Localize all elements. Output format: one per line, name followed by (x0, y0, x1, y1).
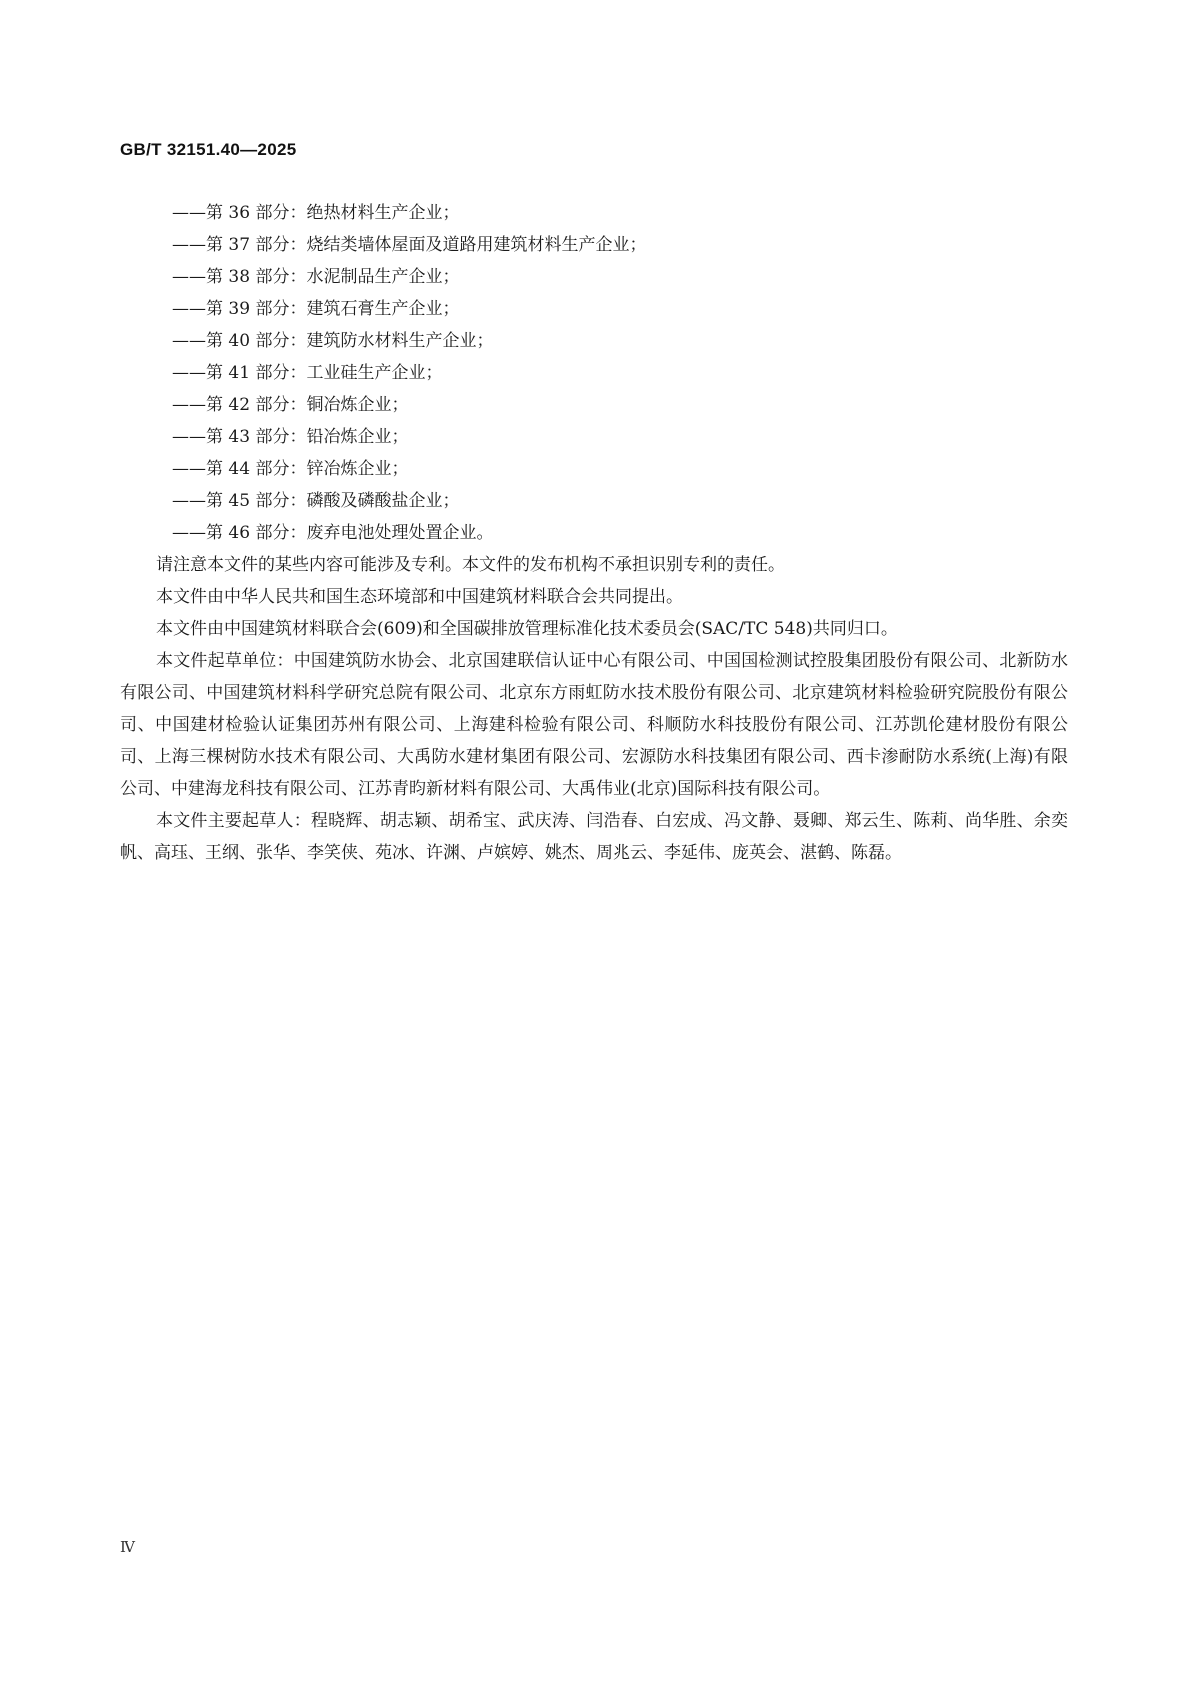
patent-notice-paragraph: 请注意本文件的某些内容可能涉及专利。本文件的发布机构不承担识别专利的责任。 (156, 555, 785, 575)
parts-list (120, 197, 1068, 549)
main-drafters-paragraph: 本文件主要起草人：程晓辉、胡志颖、胡希宝、武庆涛、闫浩春、白宏成、冯文静、聂卿、郑云生、陈莉、尚华胜、余奕帆、高珏、王纲、张华、李笑侠、苑冰、许渊、卢嫔婷、姚杰、周兆云、李延伟、庞英会、湛鹤、陈磊。 (120, 811, 1068, 863)
standard-code: GB/T 32151.40—2025 (120, 140, 297, 159)
part-item-37: ——第 37 部分：烧结类墙体屋面及道路用建筑材料生产企业； (172, 235, 647, 255)
managed-by-paragraph: 本文件由中国建筑材料联合会(609)和全国碳排放管理标准化技术委员会(SAC/TC 548)共同归口。 (156, 619, 898, 639)
part-item-40: ——第 40 部分：建筑防水材料生产企业； (172, 331, 494, 351)
part-item-36: ——第 36 部分：绝热材料生产企业； (172, 203, 460, 223)
part-item-44: ——第 44 部分：锌冶炼企业； (172, 459, 409, 479)
document-body (120, 197, 1068, 869)
part-item-38: ——第 38 部分：水泥制品生产企业； (172, 267, 460, 287)
proposed-by-paragraph: 本文件由中华人民共和国生态环境部和中国建筑材料联合会共同提出。 (156, 587, 683, 607)
part-item-41: ——第 41 部分：工业硅生产企业； (172, 363, 443, 383)
part-item-46: ——第 46 部分：废弃电池处理处置企业。 (172, 523, 494, 543)
part-item-45: ——第 45 部分：磷酸及磷酸盐企业； (172, 491, 460, 511)
part-item-42: ——第 42 部分：铜冶炼企业； (172, 395, 409, 415)
page-number: Ⅳ (120, 1538, 135, 1556)
drafting-units-paragraph: 本文件起草单位：中国建筑防水协会、北京国建联信认证中心有限公司、中国国检测试控股集团股份有限公司、北新防水有限公司、中国建筑材料科学研究总院有限公司、北京东方雨虹防水技术股份有限公司、北京建筑材料检验研究院股份有限公司、中国建材检验认证集团苏州有限公司、上海建科检验有限公司、科顺防水科技股份有限公司、江苏凯伦建材股份有限公司、上海三棵树防水技术有限公司、大禹防水建材集团有限公司、宏源防水科技集团有限公司、西卡渗耐防水系统(上海)有限公司、中建海龙科技有限公司、江苏青昀新材料有限公司、大禹伟业(北京)国际科技有限公司。 (120, 651, 1068, 799)
part-item-43: ——第 43 部分：铅冶炼企业； (172, 427, 409, 447)
part-item-39: ——第 39 部分：建筑石膏生产企业； (172, 299, 460, 319)
